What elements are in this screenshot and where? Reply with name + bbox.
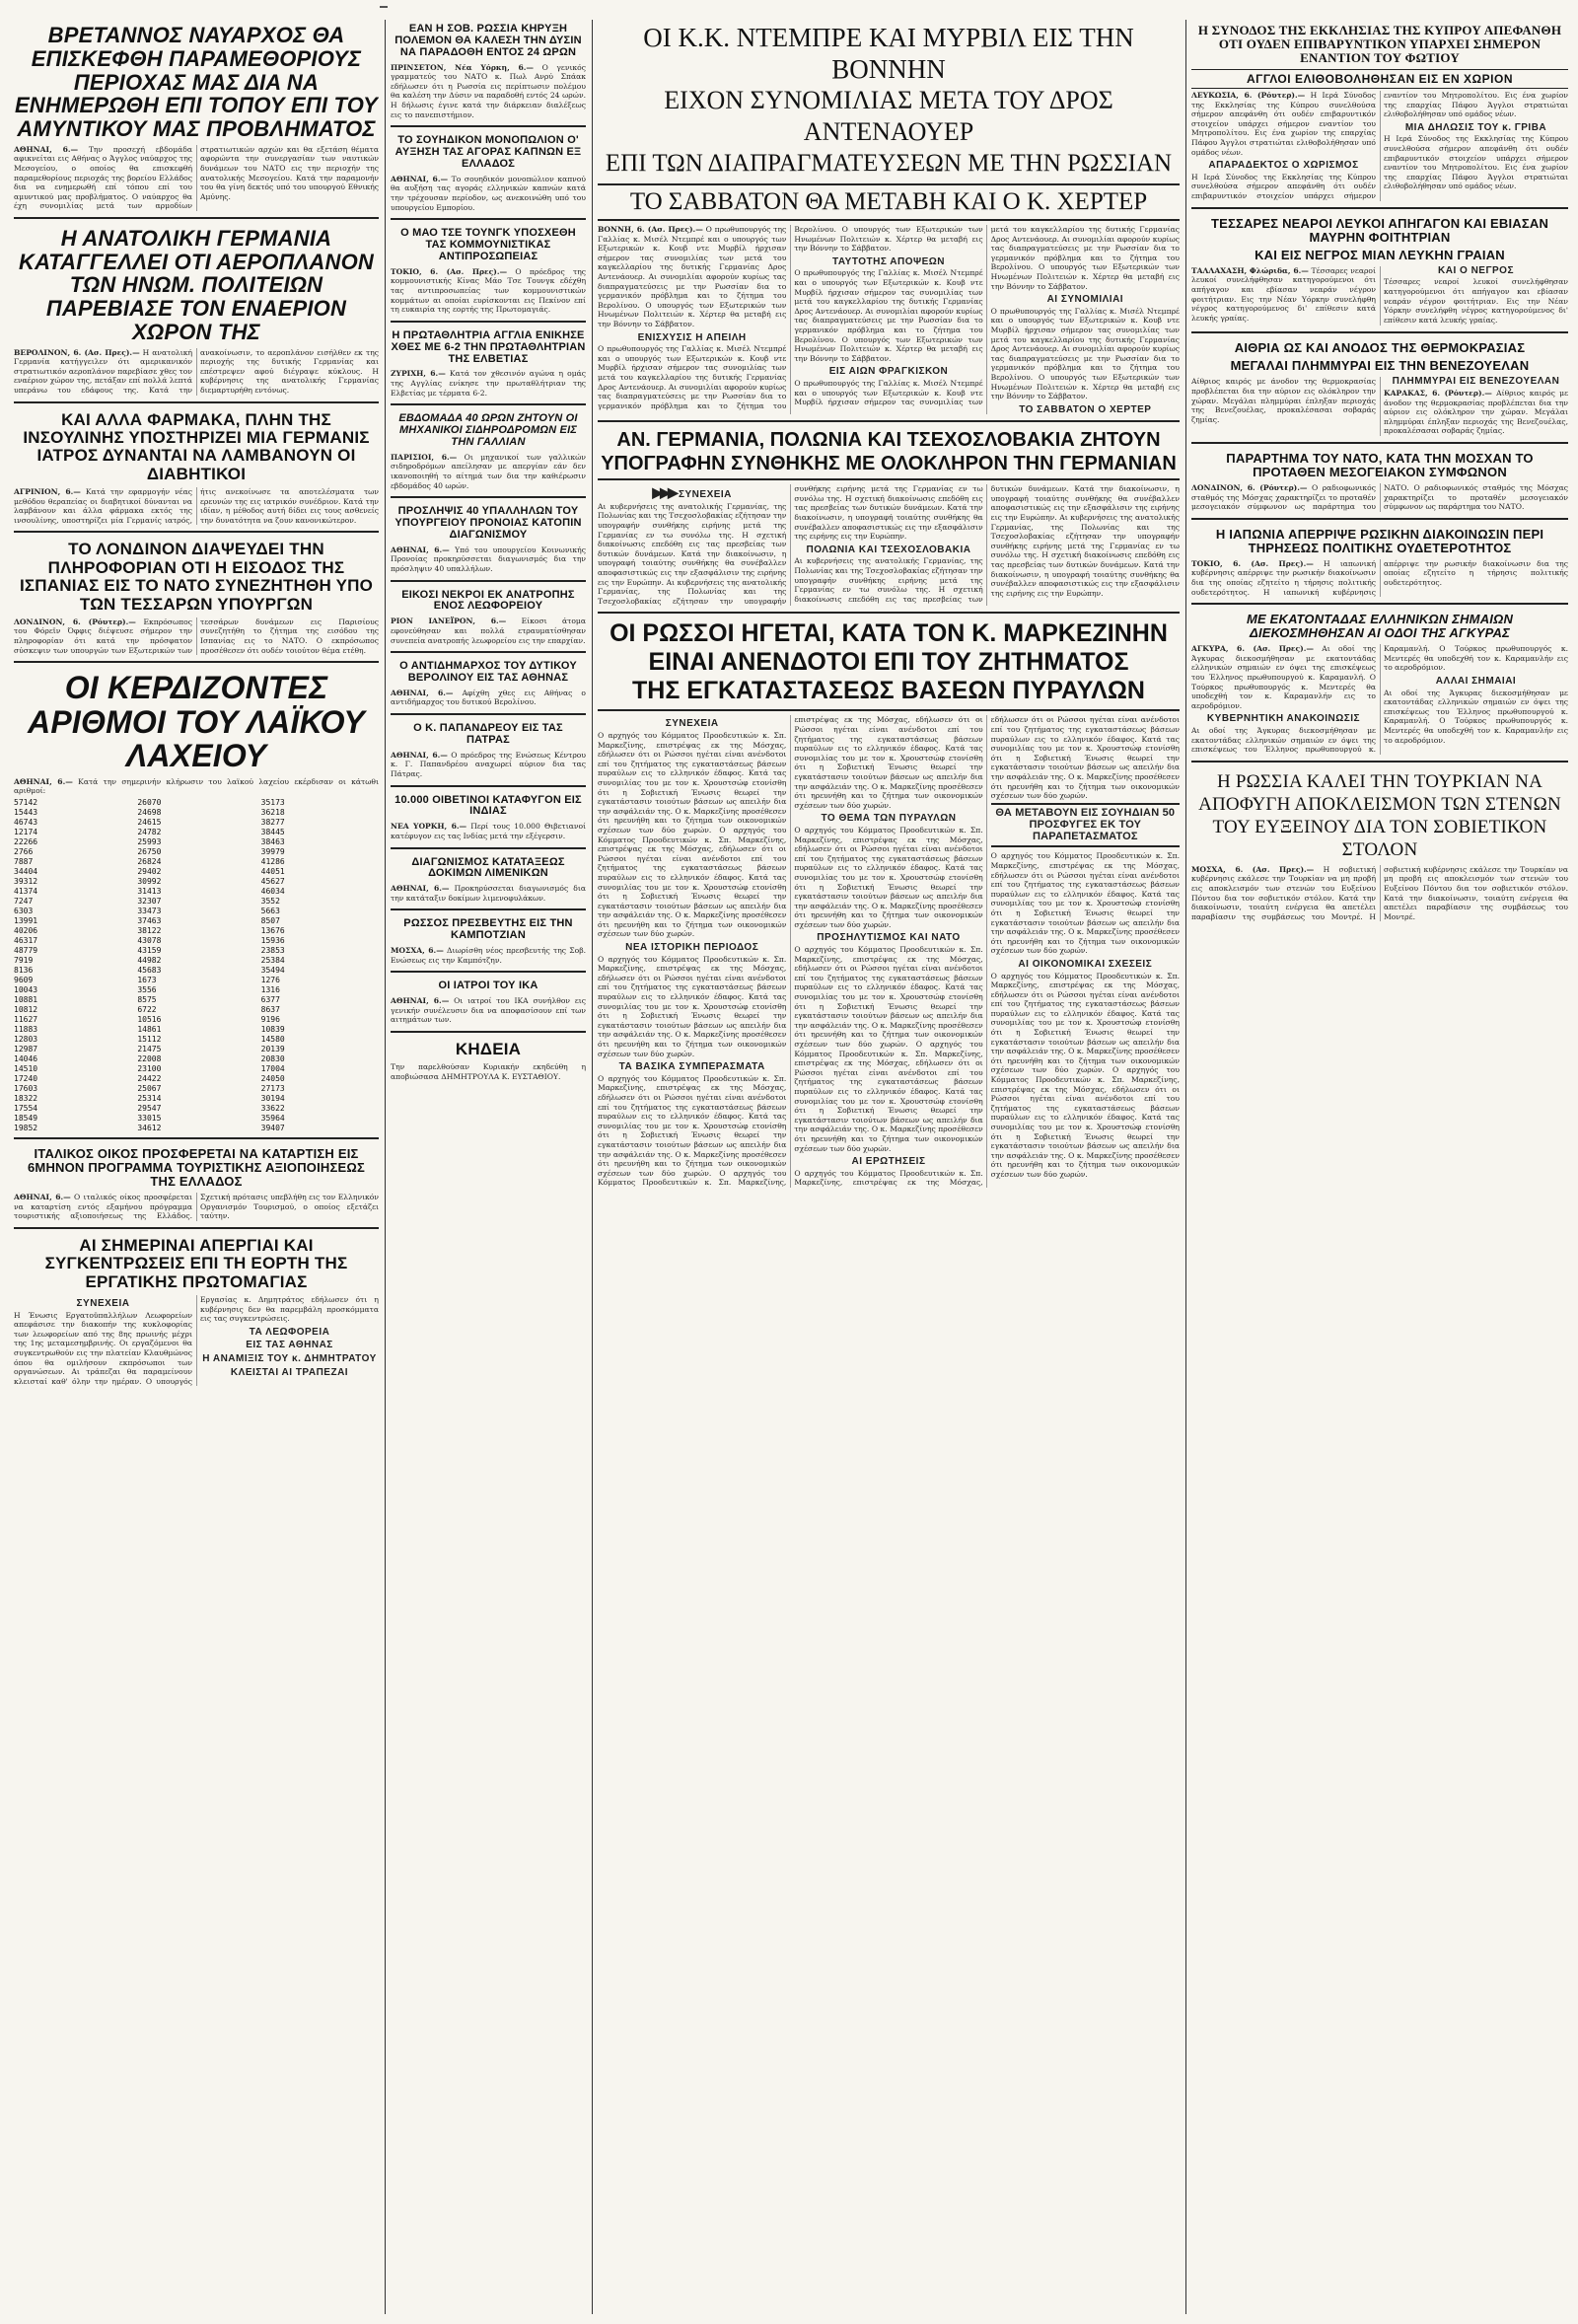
article-body: ΝΕΑ ΥΟΡΚΗ, 6.— Περί τους 10.000 Θιβετιανοί κατέφυγον εις τας Ινδίας μετά την εξέγερσιν.: [391, 822, 586, 840]
lottery-number: 27173: [260, 1084, 285, 1094]
banner-line: ΕΠΙ ΤΩΝ ΔΙΑΠΡΑΓΜΑΤΕΥΣΕΩΝ ΜΕ ΤΗΝ ΡΩΣΣΙΑΝ: [605, 150, 1173, 177]
article-body: Την παρελθούσαν Κυριακήν εκηδεύθη η αποβιώσασα ΔΗΜΗΤΡΟΥΛΑ Κ. ΕΥΣΤΑΘΙΟΥ.: [391, 1062, 586, 1082]
article-body: ΛΟΝΔΙΝΟΝ, 6. (Ρόυτερ).— Εκπρόσωπος του Φόρεϊν Όφφις διέψευσε σήμερον την πληροφορίαν ότι κατά την πρόσφατον σύσκεψιν των υπουργών των Εξωτερικών των τεσσάρων δυνάμεων εις Παρισίους συνεζητήθη το ζήτημα της εισόδου της Ισπανίας εις το ΝΑΤΟ. Ο εκπρόσωπος προσέθεσεν ότι ουδέν τοιούτον θέμα ετέθη.: [14, 617, 379, 655]
lottery-number: 38277: [260, 818, 285, 828]
headline: ΑΙΘΡΙΑ ΩΣ ΚΑΙ ΑΝΟΔΟΣ ΤΗΣ ΘΕΡΜΟΚΡΑΣΙΑΣ: [1234, 340, 1526, 356]
lottery-number: 41286: [260, 857, 285, 867]
lottery-number: 1673: [137, 976, 157, 985]
article-body: ΑΘΗΝΑΙ, 6.— Κατά την σημερινήν κλήρωσιν του λαϊκού λαχείου εκέρδισαν οι κάτωθι αριθμοί:: [14, 776, 379, 796]
article-body: ΑΓΡΙΝΙΟΝ, 6.— Κατά την εφαρμογήν νέας μεθόδου θεραπείας οι διαβητικοί δύνανται να λαμβάνουν και άλλα φάρμακα εκτός της ινσουλίνης, υποστηρίζει μία Γερμανίς ιατρός, ήτις ανεκοίνωσε τα αποτελέσματα των ερευνών της εις ιατρικόν συνέδριον. Κατά την ιδίαν, η μέθοδος αυτή δίδει εις τους ασθενείς την δυνατότητα να ζουν κανονικώτερον.: [14, 487, 379, 525]
banner-line: ΤΟ ΣΑΒΒΑΤΟΝ ΘΑ ΜΕΤΑΒΗ ΚΑΙ Ο Κ. ΧΕΡΤΕΡ: [598, 183, 1180, 221]
lottery-number: 57142: [14, 798, 38, 808]
banner-line: ΥΠΟΓΡΑΦΗΝ ΣΥΝΘΗΚΗΣ ΜΕ ΟΛΟΚΛΗΡΟΝ ΤΗΝ ΓΕΡΜΑΝΙΑΝ: [598, 452, 1180, 480]
lottery-number: 44982: [137, 956, 162, 966]
headline: ΤΟ ΣΟΥΗΔΙΚΟΝ ΜΟΝΟΠΩΛΙΟΝ Ο' ΑΥΞΗΣΗ ΤΑΣ ΑΓΟΡΑΣ ΚΑΠΝΩΝ ΕΞ ΕΛΛΑΔΟΣ: [394, 134, 582, 170]
lottery-number: 7919: [14, 956, 34, 966]
column-3: [598, 22, 1180, 2314]
lottery-number: 39979: [260, 847, 285, 857]
subhead: ΠΛΗΜΜΥΡΑΙ ΕΙΣ ΒΕΝΕΖΟΥΕΛΑΝ: [1392, 376, 1560, 388]
headline: 10.000 ΟΙΒΕΤΙΝΟΙ ΚΑΤΑΦΥΓΟΝ ΕΙΣ ΙΝΔΙΑΣ: [394, 793, 582, 818]
lottery-number: 10839: [260, 1025, 285, 1035]
headline: Ο ΑΝΤΙΔΗΜΑΡΧΟΣ ΤΟΥ ΔΥΤΙΚΟΥ ΒΕΡΟΛΙΝΟΥ ΕΙΣ ΤΑΣ ΑΘΗΝΑΣ: [399, 660, 577, 684]
subhead: ΠΡΟΣΗΛΥΤΙΣΜΟΣ ΚΑΙ ΝΑΤΟ: [817, 932, 961, 944]
print-mark: [380, 6, 388, 8]
article-assault: [1191, 215, 1568, 334]
subhead: ΤΟ ΘΕΜΑ ΤΩΝ ΠΥΡΑΥΛΩΝ: [821, 813, 957, 825]
lottery-number: 10516: [137, 1015, 162, 1025]
article-body: ΑΘΗΝΑΙ, 6.— Την προσεχή εβδομάδα αφικνείται εις Αθήνας ο Άγγλος ναύαρχος της Μεσογείου, ο οποίος θα επισκεφθή παραμεθορίους περιοχάς της βορείου Ελλάδος δια να ενημερωθή επί τόπου επί του αμυντικού μας προβλήματος. Ο ναύαρχος θα έχη συνομιλίας μετά των αρμοδίων στρατιωτικών αρχών και θα εξετάση θέματα αφορώντα την συνεργασίαν των ναυτικών δυνάμεων του ΝΑΤΟ εις την περιοχήν της ανατολικής Μεσογείου. Κατά την παραμονήν του θα γίνη δεκτός υπό του υπουργού Εθνικής Αμύνης.: [14, 144, 379, 211]
headline: ΚΑΙ ΑΛΛΑ ΦΑΡΜΑΚΑ, ΠΛΗΝ ΤΗΣ ΙΝΣΟΥΛΙΝΗΣ ΥΠΟΣΤΗΡΙΖΕΙ ΜΙΑ ΓΕΡΜΑΝΙΣ ΙΑΤΡΟΣ ΔΥΝΑΝΤΑΙ ΝΑ ΛΑΜΒΑΝΟΥΝ ΟΙ ΔΙΑΒΗΤΙΚΟΙ: [23, 409, 370, 483]
article-body: ΑΘΗΝΑΙ, 6.— Προκηρύσσεται διαγωνισμός δια την κατάταξιν δοκίμων λιμενοφυλάκων.: [391, 884, 586, 903]
lottery-number: 26070: [137, 798, 162, 808]
headline: ΠΑΡΑΡΤΗΜΑ ΤΟΥ ΝΑΤΟ, ΚΑΤΑ ΤΗΝ ΜΟΣΧΑΝ ΤΟ ΠΡΟΤΑΘΕΝ ΜΕΣΟΓΕΙΑΚΟΝ ΣΥΜΦΩΝΟΝ: [1226, 450, 1534, 479]
lottery-number: 1316: [260, 985, 280, 995]
lottery-number: 25314: [137, 1094, 162, 1104]
headline: ΔΙΑΓΩΝΙΣΜΟΣ ΚΑΤΑΤΑΞΕΩΣ ΔΟΚΙΜΩΝ ΛΙΜΕΝΙΚΩΝ: [411, 855, 565, 880]
lottery-number: 15112: [137, 1035, 162, 1045]
subhead: ΕΝΙΣΧΥΣΙΣ Η ΑΠΕΙΛΗ: [637, 331, 747, 343]
headline: ΠΡΟΣΛΗΨΙΣ 40 ΥΠΑΛΛΗΛΩΝ ΤΟΥ ΥΠΟΥΡΓΕΙΟΥ ΠΡΟΝΟΙΑΣ ΚΑΤΟΠΙΝ ΔΙΑΓΩΝΙΣΜΟΥ: [394, 505, 582, 541]
lottery-number: 20139: [260, 1045, 285, 1054]
article-body: ΡΙΟΝ ΙΑΝΕΪΡΟΝ, 6.— Είκοσι άτομα εφονεύθησαν και πολλά ετραυματίσθησαν συνεπεία ανατροπής λεωφορείου εις την επαρχίαν.: [391, 617, 586, 645]
lottery-number: 33473: [137, 907, 162, 916]
box-headline: ΘΑ ΜΕΤΑΒΟΥΝ ΕΙΣ ΣΟΥΗΔΙΑΝ 50 ΠΡΟΣΦΥΓΕΣ ΕΚ ΤΟΥ ΠΑΡΑΠΕΤΑΣΜΑΤΟΣ: [991, 803, 1180, 848]
article-mao: [391, 226, 586, 323]
subhead: ΕΙΣ ΤΑΣ ΑΘΗΝΑΣ: [246, 1340, 333, 1351]
lottery-number: 17240: [14, 1074, 38, 1084]
lottery-number: 11883: [14, 1025, 38, 1035]
subhead: ΠΟΛΩΝΙΑ ΚΑΙ ΤΣΕΧΟΣΛΟΒΑΚΙΑ: [806, 544, 971, 555]
article-british-admiral: [14, 22, 379, 219]
subhead: ΤΟ ΣΑΒΒΑΤΟΝ Ο ΧΕΡΤΕΡ: [1019, 403, 1152, 415]
article-40-hours: [391, 411, 586, 498]
article-body: Αίθριος καιρός με άνοδον της θερμοκρασίας προβλέπεται δια την αύριον εις ολόκληρον την χώραν. Μεγάλαι πλημμύραι έπληξαν περιοχάς της Βενεζουέλας, προκαλέσασαι σοβαράς ζημίας. ΠΛΗΜΜΥΡΑΙ ΕΙΣ ΒΕΝΕΖΟΥΕΛΑΝ ΚΑΡΑΚΑΣ, 6. (Ρόυτερ).— Αίθριος καιρός με άνοδον της θερμοκρασίας προβλέπεται δια την αύριον εις ολόκληρον την χώραν. Μεγάλαι πλημμύραι έπληξαν περιοχάς της Βενεζουέλας, προκαλέσασαι σοβαράς ζημίας.: [1191, 376, 1568, 436]
lottery-number: 48779: [14, 946, 38, 956]
headline: ΟΙ ΚΕΡΔΙΖΟΝΤΕΣ ΑΡΙΘΜΟΙ ΤΟΥ ΛΑΪΚΟΥ ΛΑΧΕΙΟΥ: [28, 670, 365, 774]
lottery-number: 45683: [137, 966, 162, 976]
headline-secondary: ΜΕΓΑΛΑΙ ΠΛΗΜΜΥΡΑΙ ΕΙΣ ΤΗΝ ΒΕΝΕΖΟΥΕΛΑΝ: [1230, 358, 1530, 374]
subhead: ΣΥΝΕΧΕΙΑ: [76, 1298, 130, 1310]
article-ankara-flags: [1191, 611, 1568, 763]
subhead: ΜΙΑ ΔΗΛΩΣΙΣ ΤΟΥ κ. ΓΡΙΒΑ: [1404, 121, 1547, 133]
lottery-number: 26824: [137, 857, 162, 867]
lottery-number: 7887: [14, 857, 34, 867]
lottery-number: 8575: [137, 995, 157, 1005]
lottery-number: 9609: [14, 976, 34, 985]
headline: Η ΣΥΝΟΔΟΣ ΤΗΣ ΕΚΚΛΗΣΙΑΣ ΤΗΣ ΚΥΠΡΟΥ ΑΠΕΦΑΝΘΗ ΟΤΙ ΟΥΔΕΝ ΕΠΙΒΑΡΥΝΤΙΚΟΝ ΥΠΑΡΧΕΙ ΣΗΜΕΡΟΝ ΕΝΑΝΤΙΟΝ ΤΟΥ ΦΩΤΙΟΥ: [1197, 23, 1562, 66]
lottery-number: 17603: [14, 1084, 38, 1094]
article-body: ΣΥΝΕΧΕΙΑ Η Ένωσις Εργατοϋπαλλήλων Λεωφορείων απεφάσισε την διακοπήν της κυκλοφορίας των λεωφορείων από της 8ης πρωινής μέχρι της 1ης μεταμεσημβρινής. Οι εργαζόμενοι θα συγκεντρωθούν εις την πλατείαν Κλαυθμώνος όπου θα ομιλήσουν εκπρόσωποι των οργανώσεων. Αι τράπεζαι θα παραμείνουν κλεισταί καθ' όλην την ημέραν. Ο υπουργός Εργασίας κ. Δημητράτος εδήλωσεν ότι η κυβέρνησις δεν θα παρεμβάλη προσκόμματα εις τας συγκεντρώσεις. ΤΑ ΛΕΩΦΟΡΕΙΑ ΕΙΣ ΤΑΣ ΑΘΗΝΑΣ Η ΑΝΑΜΙΞΙΣ ΤΟΥ κ. ΔΗΜΗΤΡΑΤΟΥ ΚΛΕΙΣΤΑΙ ΑΙ ΤΡΑΠΕΖΑΙ: [14, 1295, 379, 1386]
lottery-number: 23853: [260, 946, 285, 956]
lottery-number: 10812: [14, 1005, 38, 1015]
lottery-number: 19852: [14, 1124, 38, 1133]
subhead: ΑΙ ΣΥΝΟΜΙΛΙΑΙ: [1046, 294, 1124, 306]
headline: ΜΕ ΕΚΑΤΟΝΤΑΔΑΣ ΕΛΛΗΝΙΚΩΝ ΣΗΜΑΙΩΝ ΔΙΕΚΟΣΜΗΘΗΣΑΝ ΑΙ ΟΔΟΙ ΤΗΣ ΑΓΚΥΡΑΣ: [1246, 612, 1514, 641]
lottery-number: 6377: [260, 995, 280, 1005]
lottery-number: 39407: [260, 1124, 285, 1133]
lottery-number: 29402: [137, 867, 162, 877]
lottery-number: 6722: [137, 1005, 157, 1015]
lottery-number: 29547: [137, 1104, 162, 1114]
lottery-number: 7247: [14, 897, 34, 907]
lottery-number: 9196: [260, 1015, 280, 1025]
article-body: ΠΑΡΙΣΙΟΙ, 6.— Οι μηχανικοί των γαλλικών σιδηροδρόμων απείλησαν με απεργίαν εάν δεν ικανοποιηθή το αίτημά των δια την καθιέρωσιν εβδομάδος 40 ωρών.: [391, 452, 586, 490]
article-port-police: [391, 855, 586, 911]
column-2: [391, 22, 586, 2314]
lottery-number: 34404: [14, 867, 38, 877]
article-diabetics: [14, 409, 379, 534]
banner-line: ΕΙΝΑΙ ΑΝΕΝΔΟΤΟΙ ΕΠΙ ΤΟΥ ΖΗΤΗΜΑΤΟΣ: [648, 648, 1129, 677]
lottery-number: 36218: [260, 808, 285, 818]
column-rule: [385, 20, 386, 2314]
headline: ΤΕΣΣΑΡΕΣ ΝΕΑΡΟΙ ΛΕΥΚΟΙ ΑΠΗΓΑΓΟΝ ΚΑΙ ΕΒΙΑΣΑΝ ΜΑΥΡΗΝ ΦΟΙΤΗΤΡΙΑΝ: [1210, 215, 1549, 245]
lottery-number: 13676: [260, 926, 285, 936]
article-markezinis: [598, 619, 1180, 1194]
article-japan: [1191, 526, 1568, 605]
arrow-ornament-icon: ▶▶▶: [652, 484, 676, 501]
article-papandreou: [391, 721, 586, 787]
lottery-number: 18549: [14, 1114, 38, 1124]
article-employees: [391, 504, 586, 581]
article-strikes: [14, 1235, 379, 1392]
column-rule: [592, 20, 593, 2314]
lottery-number: 44051: [260, 867, 285, 877]
lottery-number: 34612: [137, 1124, 162, 1133]
article-london-spain: [14, 539, 379, 663]
article-funeral: [391, 1039, 586, 1088]
headline: ΑΙ ΣΗΜΕΡΙΝΑΙ ΑΠΕΡΓΙΑΙ ΚΑΙ ΣΥΓΚΕΝΤΡΩΣΕΙΣ ΕΠΙ ΤΗ ΕΟΡΤΗ ΤΗΣ ΕΡΓΑΤΙΚΗΣ ΠΡΩΤΟΜΑΓΙΑΣ: [44, 1235, 348, 1291]
lottery-numbers: [14, 798, 379, 1133]
lottery-number: 23100: [137, 1064, 162, 1074]
headline: Ο ΜΑΟ ΤΣΕ ΤΟΥΝΓΚ ΥΠΟΣΧΕΘΗ ΤΑΣ ΚΟΜΜΟΥΝΙΣΤΙΚΑΣ ΑΝΤΙΠΡΟΣΩΠΕΙΑΣ: [400, 227, 576, 262]
subhead: ΤΑ ΛΕΩΦΟΡΕΙΑ: [249, 1326, 330, 1338]
headline: ΚΗΔΕΙΑ: [455, 1040, 522, 1059]
headline: Η ΡΩΣΣΙΑ ΚΑΛΕΙ ΤΗΝ ΤΟΥΡΚΙΑΝ ΝΑ ΑΠΟΦΥΓΗ ΑΠΟΚΛΕΙΣΜΟΝ ΤΩΝ ΣΤΕΝΩΝ ΤΟΥ ΕΥΞΕΙΝΟΥ ΔΙΑ ΤΟΝ ΣΟΒΙΕΤΙΚΟΝ ΣΤΟΛΟΝ: [1198, 770, 1561, 860]
lottery-number: 24698: [137, 808, 162, 818]
headline: ΡΩΣΣΟΣ ΠΡΕΣΒΕΥΤΗΣ ΕΙΣ ΤΗΝ ΚΑΜΠΟΤΖΙΑΝ: [403, 917, 573, 942]
lottery-number: 21475: [137, 1045, 162, 1054]
lottery-number: 12803: [14, 1035, 38, 1045]
headline-secondary: ΚΑΙ ΕΙΣ ΝΕΓΡΟΣ ΜΙΑΝ ΛΕΥΚΗΝ ΓΡΑΙΑΝ: [1255, 247, 1505, 262]
article-body: ΣΥΝΕΧΕΙΑ Ο αρχηγός του Κόμματος Προοδευτικών κ. Σπ. Μαρκεζίνης, επιστρέψας εκ της Μόσχας, εδήλωσεν ότι οι Ρώσσοι ηγέται είναι ανένδοτοι επί του ζητήματος της εγκαταστάσεως βάσεων πυραύλων εις το ελληνικόν έδαφος. Κατά τας συνομιλίας του με τον κ. Χρουστσώφ ετονίσθη ότι η Σοβιετική Ένωσις θεωρεί την εγκατάστασιν τοιούτων βάσεων ως απειλήν δια την ασφάλειάν της. Ο κ. Μαρκεζίνης προσέθεσεν ότι ηρευνήθη και το ζήτημα των οικονομικών σχέσεων των δύο χωρών. Ο αρχηγός του Κόμματος Προοδευτικών κ. Σπ. Μαρκεζίνης, επιστρέψας εκ της Μόσχας, εδήλωσεν ότι οι Ρώσσοι ηγέται είναι ανένδοτοι επί του ζητήματος της εγκαταστάσεως βάσεων πυραύλων εις το ελληνικόν έδαφος. Κατά τας συνομιλίας του με τον κ. Χρουστσώφ ετονίσθη ότι η Σοβιετική Ένωσις θεωρεί την εγκατάστασιν τοιούτων βάσεων ως απειλήν δια την ασφάλειάν της. Ο κ. Μαρκεζίνης προσέθεσεν ότι ηρευνήθη και το ζήτημα των οικονομικών σχέσεων των δύο χωρών. ΝΕΑ ΙΣΤΟΡΙΚΗ ΠΕΡΙΟΔΟΣ Ο αρχηγός του Κόμματος Προοδευτικών κ. Σπ. Μαρκεζίνης, επιστρέψας εκ της Μόσχας, εδήλωσεν ότι οι Ρώσσοι ηγέται είναι ανένδοτοι επί του ζητήματος της εγκαταστάσεως βάσεων πυραύλων εις το ελληνικόν έδαφος. Κατά τας συνομιλίας του με τον κ. Χρουστσώφ ετονίσθη ότι η Σοβιετική Ένωσις θεωρεί την εγκατάστασιν τοιούτων βάσεων ως απειλήν δια την ασφάλειάν της. Ο κ. Μαρκεζίνης προσέθεσεν ότι ηρευνήθη και το ζήτημα των οικονομικών σχέσεων των δύο χωρών. ΤΑ ΒΑΣΙΚΑ ΣΥΜΠΕΡΑΣΜΑΤΑ Ο αρχηγός του Κόμματος Προοδευτικών κ. Σπ. Μαρκεζίνης, επιστρέψας εκ της Μόσχας, εδήλωσεν ότι οι Ρώσσοι ηγέται είναι ανένδοτοι επί του ζητήματος της εγκαταστάσεως βάσεων πυραύλων εις το ελληνικόν έδαφος. Κατά τας συνομιλίας του με τον κ. Χρουστσώφ ετονίσθη ότι η Σοβιετική Ένωσις θεωρεί την εγκατάστασιν τοιούτων βάσεων ως απειλήν δια την ασφάλειάν της. Ο κ. Μαρκεζίνης προσέθεσεν ότι ηρευνήθη και το ζήτημα των οικονομικών σχέσεων των δύο χωρών. Ο αρχηγός του Κόμματος Προοδευτικών κ. Σπ. Μαρκεζίνης, επιστρέψας εκ της Μόσχας, εδήλωσεν ότι οι Ρώσσοι ηγέται είναι ανένδοτοι επί του ζητήματος της εγκαταστάσεως βάσεων πυραύλων εις το ελληνικόν έδαφος. Κατά τας συνομιλίας του με τον κ. Χρουστσώφ ετονίσθη ότι η Σοβιετική Ένωσις θεωρεί την εγκατάστασιν τοιούτων βάσεων ως απειλήν δια την ασφάλειάν της. Ο κ. Μαρκεζίνης προσέθεσεν ότι ηρευνήθη και το ζήτημα των οικονομικών σχέσεων των δύο χωρών. ΤΟ ΘΕΜΑ ΤΩΝ ΠΥΡΑΥΛΩΝ Ο αρχηγός του Κόμματος Προοδευτικών κ. Σπ. Μαρκεζίνης, επιστρέψας εκ της Μόσχας, εδήλωσεν ότι οι Ρώσσοι ηγέται είναι ανένδοτοι επί του ζητήματος της εγκαταστάσεως βάσεων πυραύλων εις το ελληνικόν έδαφος. Κατά τας συνομιλίας του με τον κ. Χρουστσώφ ετονίσθη ότι η Σοβιετική Ένωσις θεωρεί την εγκατάστασιν τοιούτων βάσεων ως απειλήν δια την ασφάλειάν της. Ο κ. Μαρκεζίνης προσέθεσεν ότι ηρευνήθη και το ζήτημα των οικονομικών σχέσεων των δύο χωρών. ΠΡΟΣΗΛΥΤΙΣΜΟΣ ΚΑΙ ΝΑΤΟ Ο αρχηγός του Κόμματος Προοδευτικών κ. Σπ. Μαρκεζίνης, επιστρέψας εκ της Μόσχας, εδήλωσεν ότι οι Ρώσσοι ηγέται είναι ανένδοτοι επί του ζητήματος της εγκαταστάσεως βάσεων πυραύλων εις το ελληνικόν έδαφος. Κατά τας συνομιλίας του με τον κ. Χρουστσώφ ετονίσθη ότι η Σοβιετική Ένωσις θεωρεί την εγκατάστασιν τοιούτων βάσεων ως απειλήν δια την ασφάλειάν της. Ο κ. Μαρκεζίνης προσέθεσεν ότι ηρευνήθη και το ζήτημα των οικονομικών σχέσεων των δύο χωρών. Ο αρχηγός του Κόμματος Προοδευτικών κ. Σπ. Μαρκεζίνης, επιστρέψας εκ της Μόσχας, εδήλωσεν ότι οι Ρώσσοι ηγέται είναι ανένδοτοι επί του ζητήματος της εγκαταστάσεως βάσεων πυραύλων εις το ελληνικόν έδαφος. Κατά τας συνομιλίας του με τον κ. Χρουστσώφ ετονίσθη ότι η Σοβιετική Ένωσις θεωρεί την εγκατάστασιν τοιούτων βάσεων ως απειλήν δια την ασφάλειάν της. Ο κ. Μαρκεζίνης προσέθεσεν ότι ηρευνήθη και το ζήτημα των οικονομικών σχέσεων των δύο χωρών. ΑΙ ΕΡΩΤΗΣΕΙΣ Ο αρχηγός του Κόμματος Προοδευτικών κ. Σπ. Μαρκεζίνης, επιστρέψας εκ της Μόσχας, εδήλωσεν ότι οι Ρώσσοι ηγέται είναι ανένδοτοι επί του ζητήματος της εγκαταστάσεως βάσεων πυραύλων εις το ελληνικόν έδαφος. Κατά τας συνομιλίας του με τον κ. Χρουστσώφ ετονίσθη ότι η Σοβιετική Ένωσις θεωρεί την εγκατάστασιν τοιούτων βάσεων ως απειλήν δια την ασφάλειάν της. Ο κ. Μαρκεζίνης προσέθεσεν ότι ηρευνήθη και το ζήτημα των οικονομικών σχέσεων των δύο χωρών. ΘΑ ΜΕΤΑΒΟΥΝ ΕΙΣ ΣΟΥΗΔΙΑΝ 50 ΠΡΟΣΦΥΓΕΣ ΕΚ ΤΟΥ ΠΑΡΑΠΕΤΑΣΜΑΤΟΣ Ο αρχηγός του Κόμματος Προοδευτικών κ. Σπ. Μαρκεζίνης, επιστρέψας εκ της Μόσχας, εδήλωσεν ότι οι Ρώσσοι ηγέται είναι ανένδοτοι επί του ζητήματος της εγκαταστάσεως βάσεων πυραύλων εις το ελληνικόν έδαφος. Κατά τας συνομιλίας του με τον κ. Χρουστσώφ ετονίσθη ότι η Σοβιετική Ένωσις θεωρεί την εγκατάστασιν τοιούτων βάσεων ως απειλήν δια την ασφάλειάν της. Ο κ. Μαρκεζίνης προσέθεσεν ότι ηρευνήθη και το ζήτημα των οικονομικών σχέσεων των δύο χωρών. ΑΙ ΟΙΚΟΝΟΜΙΚΑΙ ΣΧΕΣΕΙΣ Ο αρχηγός του Κόμματος Προοδευτικών κ. Σπ. Μαρκεζίνης, επιστρέψας εκ της Μόσχας, εδήλωσεν ότι οι Ρώσσοι ηγέται είναι ανένδοτοι επί του ζητήματος της εγκαταστάσεως βάσεων πυραύλων εις το ελληνικόν έδαφος. Κατά τας συνομιλίας του με τον κ. Χρουστσώφ ετονίσθη ότι η Σοβιετική Ένωσις θεωρεί την εγκατάστασιν τοιούτων βάσεων ως απειλήν δια την ασφάλειάν της. Ο κ. Μαρκεζίνης προσέθεσεν ότι ηρευνήθη και το ζήτημα των οικονομικών σχέσεων των δύο χωρών. Ο αρχηγός του Κόμματος Προοδευτικών κ. Σπ. Μαρκεζίνης, επιστρέψας εκ της Μόσχας, εδήλωσεν ότι οι Ρώσσοι ηγέται είναι ανένδοτοι επί του ζητήματος της εγκαταστάσεως βάσεων πυραύλων εις το ελληνικόν έδαφος. Κατά τας συνομιλίας του με τον κ. Χρουστσώφ ετονίσθη ότι η Σοβιετική Ένωσις θεωρεί την εγκατάστασιν τοιούτων βάσεων ως απειλήν δια την ασφάλειάν της. Ο κ. Μαρκεζίνης προσέθεσεν ότι ηρευνήθη και το ζήτημα των οικονομικών σχέσεων των δύο χωρών.: [598, 715, 1180, 1188]
lottery-number: 11627: [14, 1015, 38, 1025]
lottery-number: 43078: [137, 936, 162, 946]
lottery-number: 32307: [137, 897, 162, 907]
subhead: ΚΥΒΕΡΝΗΤΙΚΗ ΑΝΑΚΟΙΝΩΣΙΣ: [1206, 713, 1361, 725]
subhead: ΤΑΥΤΟΤΗΣ ΑΠΟΨΕΩΝ: [831, 255, 945, 267]
lottery-number: 25993: [137, 837, 162, 847]
article-body: ΖΥΡΙΧΗ, 6.— Κατά τον χθεσινόν αγώνα η ομάς της Αγγλίας ενίκησε την πρωταθλήτριαν της Ελβετίας με τέρματα 6-2.: [391, 369, 586, 398]
lottery-number: 40206: [14, 926, 38, 936]
banner-line: ΑΝ. ΓΕΡΜΑΝΙΑ, ΠΟΛΩΝΙΑ ΚΑΙ ΤΣΕΧΟΣΛΟΒΑΚΙΑ ΖΗΤΟΥΝ: [616, 429, 1161, 452]
article-body: ▶▶▶ ΣΥΝΕΧΕΙΑ Αι κυβερνήσεις της ανατολικής Γερμανίας, της Πολωνίας και της Τσεχοσλοβακίας εζήτησαν την υπογραφήν συνθήκης ειρήνης μετά της Γερμανίας εν τω συνόλω της. Η σχετική διακοίνωσις επεδόθη εις τας πρεσβείας των δυτικών δυνάμεων. Κατά την διακοίνωσιν, η υπογραφή τοιαύτης συνθήκης θα συνέβαλλεν αποφασιστικώς εις την εξασφάλισιν της ειρήνης εις την Ευρώπην. Αι κυβερνήσεις της ανατολικής Γερμανίας, της Πολωνίας και της Τσεχοσλοβακίας εζήτησαν την υπογραφήν συνθήκης ειρήνης μετά της Γερμανίας εν τω συνόλω της. Η σχετική διακοίνωσις επεδόθη εις τας πρεσβείας των δυτικών δυνάμεων. Κατά την διακοίνωσιν, η υπογραφή τοιαύτης συνθήκης θα συνέβαλλεν αποφασιστικώς εις την εξασφάλισιν της ειρήνης εις την Ευρώπην. ΠΟΛΩΝΙΑ ΚΑΙ ΤΣΕΧΟΣΛΟΒΑΚΙΑ Αι κυβερνήσεις της ανατολικής Γερμανίας, της Πολωνίας και της Τσεχοσλοβακίας εζήτησαν την υπογραφήν συνθήκης ειρήνης μετά της Γερμανίας εν τω συνόλω της. Η σχετική διακοίνωσις επεδόθη εις τας πρεσβείας των δυτικών δυνάμεων. Κατά την διακοίνωσιν, η υπογραφή τοιαύτης συνθήκης θα συνέβαλλεν αποφασιστικώς εις την εξασφάλισιν της ειρήνης εις την Ευρώπην. Αι κυβερνήσεις της ανατολικής Γερμανίας, της Πολωνίας και της Τσεχοσλοβακίας εζήτησαν την υπογραφήν συνθήκης ειρήνης μετά της Γερμανίας εν τω συνόλω της. Η σχετική διακοίνωσις επεδόθη εις τας πρεσβείας των δυτικών δυνάμεων. Κατά την διακοίνωσιν, η υπογραφή τοιαύτης συνθήκης θα συνέβαλλεν αποφασιστικώς εις την εξασφάλισιν της ειρήνης εις την Ευρώπην.: [598, 484, 1180, 606]
article-body: ΒΕΡΟΛΙΝΟΝ, 6. (Ασ. Πρες).— Η ανατολική Γερμανία κατήγγειλεν ότι αμερικανικόν στρατιωτικόν αεροπλάνον παρεβίασε χθες τον εναέριον χώρον της, πετάξαν επί πολλά λεπτά υπεράνω του εδάφους της. Κατά την ανακοίνωσιν, το αεροπλάνον εισήλθεν εκ της περιοχής της δυτικής Γερμανίας και επέστρεψεν αφού διέγραψε κύκλους. Η κυβέρνησις της ανατολικής Γερμανίας διεμαρτυρήθη εντόνως.: [14, 347, 379, 396]
article-body: ΒΟΝΝΗ, 6. (Ασ. Πρες).— Ο πρωθυπουργός της Γαλλίας κ. Μισέλ Ντεμπρέ και ο υπουργός των Εξωτερικών κ. Κουβ ντε Μυρβίλ ήρχισαν σήμερον τας συνομιλίας των μετά του καγκελλαρίου της δυτικής Γερμανίας Δρος Αντενάουερ. Αι συνομιλίαι αφορούν κυρίως τας διαπραγματεύσεις με την Ρωσσίαν δια το γερμανικόν πρόβλημα και το ζήτημα του Βερολίνου. Ο υπουργός των Εξωτερικών των Ηνωμένων Πολιτειών κ. Χέρτερ θα μεταβή εις την Βόννην το Σάββατον. ΕΝΙΣΧΥΣΙΣ Η ΑΠΕΙΛΗ Ο πρωθυπουργός της Γαλλίας κ. Μισέλ Ντεμπρέ και ο υπουργός των Εξωτερικών κ. Κουβ ντε Μυρβίλ ήρχισαν σήμερον τας συνομιλίας των μετά του καγκελλαρίου της δυτικής Γερμανίας Δρος Αντενάουερ. Αι συνομιλίαι αφορούν κυρίως τας διαπραγματεύσεις με την Ρωσσίαν δια το γερμανικόν πρόβλημα και το ζήτημα του Βερολίνου. Ο υπουργός των Εξωτερικών των Ηνωμένων Πολιτειών κ. Χέρτερ θα μεταβή εις την Βόννην το Σάββατον. ΤΑΥΤΟΤΗΣ ΑΠΟΨΕΩΝ Ο πρωθυπουργός της Γαλλίας κ. Μισέλ Ντεμπρέ και ο υπουργός των Εξωτερικών κ. Κουβ ντε Μυρβίλ ήρχισαν σήμερον τας συνομιλίας των μετά του καγκελλαρίου της δυτικής Γερμανίας Δρος Αντενάουερ. Αι συνομιλίαι αφορούν κυρίως τας διαπραγματεύσεις με την Ρωσσίαν δια το γερμανικόν πρόβλημα και το ζήτημα του Βερολίνου. Ο υπουργός των Εξωτερικών των Ηνωμένων Πολιτειών κ. Χέρτερ θα μεταβή εις την Βόννην το Σάββατον. ΕΙΣ ΑΙΩΝ ΦΡΑΓΚΙΣΚΟΝ Ο πρωθυπουργός της Γαλλίας κ. Μισέλ Ντεμπρέ και ο υπουργός των Εξωτερικών κ. Κουβ ντε Μυρβίλ ήρχισαν σήμερον τας συνομιλίας των μετά του καγκελλαρίου της δυτικής Γερμανίας Δρος Αντενάουερ. Αι συνομιλίαι αφορούν κυρίως τας διαπραγματεύσεις με την Ρωσσίαν δια το γερμανικόν πρόβλημα και το ζήτημα του Βερολίνου. Ο υπουργός των Εξωτερικών των Ηνωμένων Πολιτειών κ. Χέρτερ θα μεταβή εις την Βόννην το Σάββατον. ΑΙ ΣΥΝΟΜΙΛΙΑΙ Ο πρωθυπουργός της Γαλλίας κ. Μισέλ Ντεμπρέ και ο υπουργός των Εξωτερικών κ. Κουβ ντε Μυρβίλ ήρχισαν σήμερον τας συνομιλίας των μετά του καγκελλαρίου της δυτικής Γερμανίας Δρος Αντενάουερ. Αι συνομιλίαι αφορούν κυρίως τας διαπραγματεύσεις με την Ρωσσίαν δια το γερμανικόν πρόβλημα και το ζήτημα του Βερολίνου. Ο υπουργός των Εξωτερικών των Ηνωμένων Πολιτειών κ. Χέρτερ θα μεταβή εις την Βόννην το Σάββατον. ΤΟ ΣΑΒΒΑΤΟΝ Ο ΧΕΡΤΕΡ: [598, 225, 1180, 415]
lottery-number: 43159: [137, 946, 162, 956]
headline: ΒΡΕΤΑΝΝΟΣ ΝΑΥΑΡΧΟΣ ΘΑ ΕΠΙΣΚΕΦΘΗ ΠΑΡΑΜΕΘΟΡΙΟΥΣ ΠΕΡΙΟΧΑΣ ΜΑΣ ΔΙΑ ΝΑ ΕΝΗΜΕΡΩΘΗ ΕΠΙ ΤΟΠΟΥ ΕΠΙ ΤΟΥ ΑΜΥΝΤΙΚΟΥ ΜΑΣ ΠΡΟΒΛΗΜΑΤΟΣ: [14, 23, 379, 141]
lottery-number: 12174: [14, 828, 38, 837]
article-soviet-war: [391, 22, 586, 127]
lottery-number: 8637: [260, 1005, 280, 1015]
headline: Η ΑΝΑΤΟΛΙΚΗ ΓΕΡΜΑΝΙΑ ΚΑΤΑΓΓΕΛΛΕΙ ΟΤΙ ΑΕΡΟΠΛΑΝΟΝ ΤΩΝ ΗΝΩΜ. ΠΟΛΙΤΕΙΩΝ ΠΑΡΕΒΙΑΣΕ ΤΟΝ ΕΝΑΕΡΙΟΝ ΧΩΡΟΝ ΤΗΣ: [19, 225, 374, 344]
lottery-number: 30194: [260, 1094, 285, 1104]
lottery-number: 46317: [14, 936, 38, 946]
lottery-number: 35494: [260, 966, 285, 976]
article-england-football: [391, 328, 586, 405]
article-bus-accident: [391, 588, 586, 654]
lottery-number: 22266: [14, 837, 38, 847]
lottery-number: 1276: [260, 976, 280, 985]
lottery-number: 46743: [14, 818, 38, 828]
article-east-germany: [14, 225, 379, 403]
subhead: ΚΑΙ Ο ΝΕΓΡΟΣ: [1438, 264, 1514, 276]
headline: Ο Κ. ΠΑΠΑΝΔΡΕΟΥ ΕΙΣ ΤΑΣ ΠΑΤΡΑΣ: [413, 722, 563, 746]
article-body: ΑΘΗΝΑΙ, 6.— Ο πρόεδρος της Ενώσεως Κέντρου κ. Γ. Παπανδρέου αναχωρεί αύριον δια τας Πάτρας.: [391, 750, 586, 778]
subhead: ΑΙ ΕΡΩΤΗΣΕΙΣ: [851, 1156, 926, 1168]
lottery-number: 8507: [260, 916, 280, 926]
article-cambodia: [391, 916, 586, 973]
article-body: ΛΟΝΔΙΝΟΝ, 6. (Ρόυτερ).— Ο ραδιοφωνικός σταθμός της Μόσχας χαρακτηρίζει το προταθέν μεσογειακόν σύμφωνον ως παράρτημα του ΝΑΤΟ. Ο ραδιοφωνικός σταθμός της Μόσχας χαρακτηρίζει το προταθέν μεσογειακόν σύμφωνον ως παράρτημα του ΝΑΤΟ.: [1191, 482, 1568, 512]
lottery-number: 41374: [14, 887, 38, 897]
subhead: ΤΑ ΒΑΣΙΚΑ ΣΥΜΠΕΡΑΣΜΑΤΑ: [618, 1061, 765, 1073]
lottery-number: 17554: [14, 1104, 38, 1114]
lottery-number: 3556: [137, 985, 157, 995]
article-body: ΛΕΥΚΩΣΙΑ, 6. (Ρόυτερ).— Η Ιερά Σύνοδος της Εκκλησίας της Κύπρου συνελθούσα σήμερον απεφάνθη ότι ουδέν επιβαρυντικόν στοιχείον υπάρχει σήμερον εναντίον του Μητροπολίτου. Εις ένα χωρίον της επαρχίας Πάφου Άγγλοι στρατιώται ελιθοβολήθησαν υπό ομάδος νέων. ΑΠΑΡΑΔΕΚΤΟΣ Ο ΧΩΡΙΣΜΟΣ Η Ιερά Σύνοδος της Εκκλησίας της Κύπρου συνελθούσα σήμερον απεφάνθη ότι ουδέν επιβαρυντικόν στοιχείον υπάρχει σήμερον εναντίον του Μητροπολίτου. Εις ένα χωρίον της επαρχίας Πάφου Άγγλοι στρατιώται ελιθοβολήθησαν υπό ομάδος νέων. ΜΙΑ ΔΗΛΩΣΙΣ ΤΟΥ κ. ΓΡΙΒΑ Η Ιερά Σύνοδος της Εκκλησίας της Κύπρου συνελθούσα σήμερον απεφάνθη ότι ουδέν επιβαρυντικόν στοιχείον υπάρχει σήμερον εναντίον του Μητροπολίτου. Εις ένα χωρίον της επαρχίας Πάφου Άγγλοι στρατιώται ελιθοβολήθησαν υπό ομάδος νέων.: [1191, 91, 1568, 201]
lottery-number: 46034: [260, 887, 285, 897]
headline: Η ΠΡΩΤΑΘΛΗΤΡΙΑ ΑΓΓΛΙΑ ΕΝΙΚΗΣΕ ΧΘΕΣ ΜΕ 6-2 ΤΗΝ ΠΡΩΤΑΘΛΗΤΡΙΑΝ ΤΗΣ ΕΛΒΕΤΙΑΣ: [391, 328, 586, 365]
headline: ΕΒΔΟΜΑΔΑ 40 ΩΡΩΝ ΖΗΤΟΥΝ ΟΙ ΜΗΧΑΝΙΚΟΙ ΣΙΔΗΡΟΔΡΟΜΩΝ ΕΙΣ ΤΗΝ ΓΑΛΛΙΑΝ: [398, 412, 578, 448]
subhead: ΑΠΑΡΑΔΕΚΤΟΣ Ο ΧΩΡΙΣΜΟΣ: [1208, 160, 1359, 172]
lottery-number: 38122: [137, 926, 162, 936]
lottery-number: 35173: [260, 798, 285, 808]
lottery-number: 5663: [260, 907, 280, 916]
lottery-number: 18322: [14, 1094, 38, 1104]
lottery-number: 14510: [14, 1064, 38, 1074]
lottery-number: 14580: [260, 1035, 285, 1045]
lottery-number: 8136: [14, 966, 34, 976]
article-weather: [1191, 339, 1568, 444]
lottery-number: 38445: [260, 828, 285, 837]
lottery-number: 17004: [260, 1064, 285, 1074]
lottery-number: 26750: [137, 847, 162, 857]
lottery-number: 14861: [137, 1025, 162, 1035]
lottery-number: 15936: [260, 936, 285, 946]
lottery-number: 25067: [137, 1084, 162, 1094]
lottery-number: 12987: [14, 1045, 38, 1054]
lottery-number: 2766: [14, 847, 34, 857]
lottery-number: 10043: [14, 985, 38, 995]
headline: ΤΟ ΛΟΝΔΙΝΟΝ ΔΙΑΨΕΥΔΕΙ ΤΗΝ ΠΛΗΡΟΦΟΡΙΑΝ ΟΤΙ Η ΕΙΣΟΔΟΣ ΤΗΣ ΙΣΠΑΝΙΑΣ ΕΙΣ ΤΟ ΝΑΤΟ ΣΥΝΕΖΗΤΗΘΗ ΥΠΟ ΤΩΝ ΤΕΣΣΑΡΩΝ ΥΠΟΥΡΓΩΝ: [19, 540, 374, 614]
lottery-number: 20830: [260, 1054, 285, 1064]
article-swedish-tobacco: [391, 133, 586, 220]
lottery-number: 22008: [137, 1054, 162, 1064]
lottery-number: 31413: [137, 887, 162, 897]
article-body: ΑΘΗΝΑΙ, 6.— Το σουηδικόν μονοπώλιον καπνού θα αυξήση τας αγοράς ελληνικών καπνών κατά την τρέχουσαν περίοδον, ως ανεκοινώθη υπό του υπουργείου Εμπορίου.: [391, 174, 586, 212]
lottery-number: 24782: [137, 828, 162, 837]
subhead: ΣΥΝΕΧΕΙΑ: [665, 718, 719, 730]
subhead: ΚΛΕΙΣΤΑΙ ΑΙ ΤΡΑΠΕΖΑΙ: [230, 1366, 349, 1378]
lottery-number: 35964: [260, 1114, 285, 1124]
article-body: ΜΟΣΧΑ, 6. (Ασ. Πρες).— Η σοβιετική κυβέρνησις εκάλεσε την Τουρκίαν να μη προβή εις αποκλεισμόν των στενών του Ευξείνου Πόντου δια τον σοβιετικόν στόλον. Κατά την διακοίνωσιν, τοιαύτη ενέργεια θα απετέλει παραβίασιν της συμβάσεως του Μοντρέ. Η σοβιετική κυβέρνησις εκάλεσε την Τουρκίαν να μη προβή εις αποκλεισμόν των στενών του Ευξείνου Πόντου δια τον σοβιετικόν στόλον. Κατά την διακοίνωσιν, τοιαύτη ενέργεια θα απετέλει παραβίασιν της συμβάσεως του Μοντρέ.: [1191, 864, 1568, 921]
subhead: ΕΙΣ ΑΙΩΝ ΦΡΑΓΚΙΣΚΟΝ: [828, 366, 949, 378]
lottery-number: 33622: [260, 1104, 285, 1114]
lottery-number: 30992: [137, 877, 162, 887]
article-tibetans: [391, 793, 586, 849]
article-body: ΤΟΚΙΟ, 6. (Ασ. Πρες).— Η ιαπωνική κυβέρνησις απέρριψε την ρωσικήν διακοίνωσιν δια της οποίας εζητείτο η τήρησις πολιτικής ουδετερότητος. Η ιαπωνική κυβέρνησις απέρριψε την ρωσικήν διακοίνωσιν δια της οποίας εζητείτο η τήρησις πολιτικής ουδετερότητος.: [1191, 558, 1568, 597]
lottery-number: 45627: [260, 877, 285, 887]
lottery-number: 10881: [14, 995, 38, 1005]
headline: ΟΙ ΙΑΤΡΟΙ ΤΟΥ ΙΚΑ: [438, 980, 538, 992]
article-body: ΑΘΗΝΑΙ, 6.— Οι ιατροί του ΙΚΑ συνήλθον εις γενικήν συνέλευσιν δια να αποφασίσουν επί των αιτημάτων των.: [391, 996, 586, 1025]
article-body: ΑΓΚΥΡΑ, 6. (Ασ. Πρες).— Αι οδοί της Άγκυρας διεκοσμήθησαν με εκατοντάδας ελληνικών σημαιών εν όψει της επισκέψεως του Έλληνος πρωθυπουργού κ. Καραμανλή. Ο Τούρκος πρωθυπουργός κ. Μεντερές θα υποδεχθή τον κ. Καραμανλήν εις το αεροδρόμιον. ΚΥΒΕΡΝΗΤΙΚΗ ΑΝΑΚΟΙΝΩΣΙΣ Αι οδοί της Άγκυρας διεκοσμήθησαν με εκατοντάδας ελληνικών σημαιών εν όψει της επισκέψεως του Έλληνος πρωθυπουργού κ. Καραμανλή. Ο Τούρκος πρωθυπουργός κ. Μεντερές θα υποδεχθή τον κ. Καραμανλήν εις το αεροδρόμιον. ΑΛΛΑΙ ΣΗΜΑΙΑΙ Αι οδοί της Άγκυρας διεκοσμήθησαν με εκατοντάδας ελληνικών σημαιών εν όψει της επισκέψεως του Έλληνος πρωθυπουργού κ. Καραμανλή. Ο Τούρκος πρωθυπουργός κ. Μεντερές θα υποδεχθή τον κ. Καραμανλήν εις το αεροδρόμιον.: [1191, 644, 1568, 755]
subhead: ΝΕΑ ΙΣΤΟΡΙΚΗ ΠΕΡΙΟΔΟΣ: [625, 942, 759, 954]
lottery-number: 24422: [137, 1074, 162, 1084]
banner-line: ΕΙΧΟΝ ΣΥΝΟΜΙΛΙΑΣ ΜΕΤΑ ΤΟΥ ΔΡΟΣ ΑΝΤΕΝΑΟΥΕΡ: [664, 86, 1113, 146]
article-body: ΜΟΣΧΑ, 6.— Διωρίσθη νέος πρεσβευτής της Σοβ. Ενώσεως εις την Καμπότζην.: [391, 946, 586, 965]
column-1: [14, 22, 379, 2314]
article-body: ΑΘΗΝΑΙ, 6.— Ο ιταλικός οίκος προσφέρεται να καταρτίση εντός εξαμήνου πρόγραμμα τουριστικής αξιοποιήσεως της Ελλάδος. Σχετική πρότασις υπεβλήθη εις τον Ελληνικόν Οργανισμόν Τουρισμού, ο οποίος εξετάζει ταύτην.: [14, 1193, 379, 1221]
lottery-number: 24050: [260, 1074, 285, 1084]
lottery-number: 14046: [14, 1054, 38, 1064]
lottery-number: 37463: [137, 916, 162, 926]
lottery-number: 13991: [14, 916, 38, 926]
lottery-number: 33015: [137, 1114, 162, 1124]
lottery-number: 38463: [260, 837, 285, 847]
banner-line: ΟΙ ΡΩΣΣΟΙ ΗΓΕΤΑΙ, ΚΑΤΑ ΤΟΝ Κ. ΜΑΡΚΕΖΙΝΗΝ: [610, 619, 1168, 648]
lottery-number: 3552: [260, 897, 280, 907]
subhead: ΑΙ ΟΙΚΟΝΟΜΙΚΑΙ ΣΧΕΣΕΙΣ: [1018, 958, 1153, 970]
subhead: ΑΛΛΑΙ ΣΗΜΑΙΑΙ: [1435, 676, 1517, 688]
article-body: ΑΘΗΝΑΙ, 6.— Υπό του υπουργείου Κοινωνικής Προνοίας προκηρύσσεται διαγωνισμός δια την πρόσληψιν 40 υπαλλήλων.: [391, 545, 586, 573]
subhead: ▶▶▶ ΣΥΝΕΧΕΙΑ: [652, 484, 732, 501]
article-body: ΠΡΙΝΣΕΤΟΝ, Νέα Υόρκη, 6.— Ο γενικός γραμματεύς του ΝΑΤΟ κ. Πωλ Ανρύ Σπάακ εδήλωσεν ότι η Ρωσσία εις περίπτωσιν πολέμου θα καλέση την Δύσιν να παραδοθή εντός 24 ωρών. Η δήλωσις έγινε κατά την διάρκειαν διαλέξεως εις το πανεπιστήμιον.: [391, 62, 586, 119]
headline: Η ΙΑΠΩΝΙΑ ΑΠΕΡΡΙΨΕ ΡΩΣΙΚΗΝ ΔΙΑΚΟΙΝΩΣΙΝ ΠΕΡΙ ΤΗΡΗΣΕΩΣ ΠΟΛΙΤΙΚΗΣ ΟΥΔΕΤΕΡΟΤΗΤΟΣ: [1215, 526, 1544, 555]
article-body: ΤΟΚΙΟ, 6. (Ασ. Πρες).— Ο πρόεδρος της κομμουνιστικής Κίνας Μάο Τσε Τουνγκ εδέχθη τας αντιπροσωπείας των κομμουνιστικών κομμάτων αι οποίαι ευρίσκονται εις Πεκίνον επί τη ευκαιρία της εορτής της Πρωτομαγιάς.: [391, 266, 586, 315]
article-straits: [1191, 768, 1568, 928]
headline: ΕΙΚΟΣΙ ΝΕΚΡΟΙ ΕΚ ΑΝΑΤΡΟΠΗΣ ΕΝΟΣ ΛΕΩΦΟΡΕΙΟΥ: [401, 588, 575, 613]
article-body: ΤΑΛΛΑΧΑΣΗ, Φλώριδα, 6.— Τέσσαρες νεαροί λευκοί συνελήφθησαν κατηγορούμενοι ότι απήγαγον και εβίασαν νεαράν νέγρον φοιτήτριαν. Εις την Νέαν Υόρκην συνελήφθη νέγρος κατηγορούμενος δι' επίθεσιν κατά λευκής γραίας. ΚΑΙ Ο ΝΕΓΡΟΣ Τέσσαρες νεαροί λευκοί συνελήφθησαν κατηγορούμενοι ότι απήγαγον και εβίασαν νεαράν νέγρον φοιτήτριαν. Εις την Νέαν Υόρκην συνελήφθη νέγρος κατηγορούμενος δι' επίθεσιν κατά λευκής γραίας.: [1191, 264, 1568, 325]
article-berlin-mayor: [391, 659, 586, 715]
lottery-number: 6303: [14, 907, 34, 916]
headline: ΙΤΑΛΙΚΟΣ ΟΙΚΟΣ ΠΡΟΣΦΕΡΕΤΑΙ ΝΑ ΚΑΤΑΡΤΙΣΗ ΕΙΣ 6ΜΗΝΟΝ ΠΡΟΓΡΑΜΜΑ ΤΟΥΡΙΣΤΙΚΗΣ ΑΞΙΟΠΟΙΗΣΕΩΣ ΤΗΣ ΕΛΛΑΔΟΣ: [27, 1146, 366, 1190]
banner-line: ΟΙ Κ.Κ. ΝΤΕΜΠΡΕ ΚΑΙ ΜΥΡΒΙΛ ΕΙΣ ΤΗΝ ΒΟΝΝΗΝ: [643, 23, 1134, 84]
lottery-number: 25384: [260, 956, 285, 966]
lottery-number: 39312: [14, 877, 38, 887]
column-rule: [1185, 20, 1186, 2314]
article-ika-doctors: [391, 979, 586, 1033]
article-lottery: [14, 669, 379, 1139]
banner-line: ΤΗΣ ΕΓΚΑΤΑΣΤΑΣΕΩΣ ΒΑΣΕΩΝ ΠΥΡΑΥΛΩΝ: [598, 677, 1180, 711]
article-cyprus-synod: [1191, 22, 1568, 209]
article-body: ΑΘΗΝΑΙ, 6.— Αφίχθη χθες εις Αθήνας ο αντιδήμαρχος του δυτικού Βερολίνου.: [391, 688, 586, 707]
subhead: Η ΑΝΑΜΙΞΙΣ ΤΟΥ κ. ΔΗΜΗΤΡΑΤΟΥ: [202, 1353, 377, 1364]
lottery-number: 15443: [14, 808, 38, 818]
article-nato-annex: [1191, 450, 1568, 520]
article-debre-bonn: [598, 22, 1180, 422]
subhead: ΑΓΓΛΟΙ ΕΛΙΘΟΒΟΛΗΘΗΣΑΝ ΕΙΣ ΕΝ ΧΩΡΙΟΝ: [1191, 69, 1568, 89]
lottery-number: 24615: [137, 818, 162, 828]
article-italian-tourism: [14, 1145, 379, 1229]
column-4: [1191, 22, 1568, 2314]
headline: ΕΑΝ Η ΣΟΒ. ΡΩΣΣΙΑ ΚΗΡΥΞΗ ΠΟΛΕΜΟΝ ΘΑ ΚΑΛΕΣΗ ΤΗΝ ΔΥΣΙΝ ΝΑ ΠΑΡΑΔΟΘΗ ΕΝΤΟΣ 24 ΩΡΩΝ: [394, 23, 582, 58]
article-peace-treaty: [598, 428, 1180, 614]
